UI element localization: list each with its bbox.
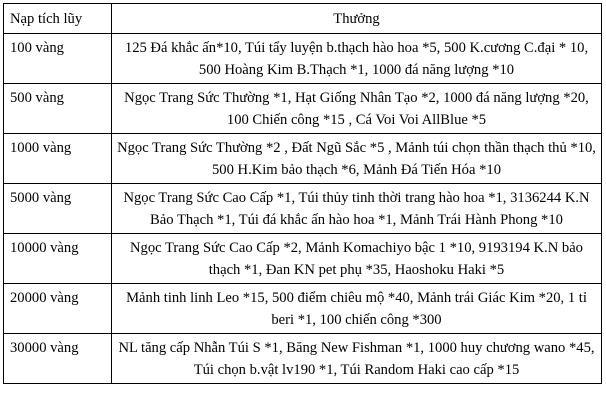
topup-amount: 30000 vàng [4, 334, 112, 384]
table-row [4, 284, 602, 334]
reward-list: NL tăng cấp Nhẫn Túi S *1, Băng New Fishman *1, 1000 huy chương wano *45, Túi chọn b.vật lv190 *1, Túi Random Haki cao cấp *15 [112, 334, 602, 384]
topup-amount: 1000 vàng [4, 134, 112, 184]
header-accumulated-topup: Nạp tích lũy [4, 4, 112, 34]
table-row [4, 84, 602, 134]
topup-amount: 5000 vàng [4, 184, 112, 234]
topup-amount: 500 vàng [4, 84, 112, 134]
reward-list: 125 Đá khắc ấn*10, Túi tẩy luyện b.thạch hào hoa *5, 500 K.cương C.đại * 10, 500 Hoàng Kim B.Thạch *1, 1000 đá năng lượng *10 [112, 34, 602, 84]
table-row [4, 234, 602, 284]
header-reward: Thưởng [112, 4, 602, 34]
reward-table [3, 3, 602, 384]
table-row [4, 34, 602, 84]
reward-list: Mảnh tinh linh Leo *15, 500 điểm chiêu mộ *40, Mảnh trái Giác Kim *20, 1 tỉ beri *1, 100 chiến công *300 [112, 284, 602, 334]
table-row [4, 334, 602, 384]
reward-list: Ngọc Trang Sức Cao Cấp *2, Mảnh Komachiyo bậc 1 *10, 9193194 K.N bảo thạch *1, Đan KN pet phụ *35, Haoshoku Haki *5 [112, 234, 602, 284]
topup-amount: 10000 vàng [4, 234, 112, 284]
topup-amount: 100 vàng [4, 34, 112, 84]
reward-list: Ngọc Trang Sức Thường *1, Hạt Giống Nhân Tạo *2, 1000 đá năng lượng *20, 100 Chiến công *15 , Cá Voi Voi AllBlue *5 [112, 84, 602, 134]
header-row [4, 4, 602, 34]
table-row [4, 134, 602, 184]
table-row [4, 184, 602, 234]
topup-amount: 20000 vàng [4, 284, 112, 334]
reward-list: Ngọc Trang Sức Cao Cấp *1, Túi thủy tinh thời trang hào hoa *1, 3136244 K.N Bảo Thạch *1, Túi đá khắc ấn hào hoa *1, Mảnh Trái Hành Phong *10 [112, 184, 602, 234]
reward-list: Ngọc Trang Sức Thường *2 , Đất Ngũ Sắc *5 , Mảnh túi chọn thần thạch thủ *10, 500 H.Kim bảo thạch *6, Mảnh Đá Tiến Hóa *10 [112, 134, 602, 184]
